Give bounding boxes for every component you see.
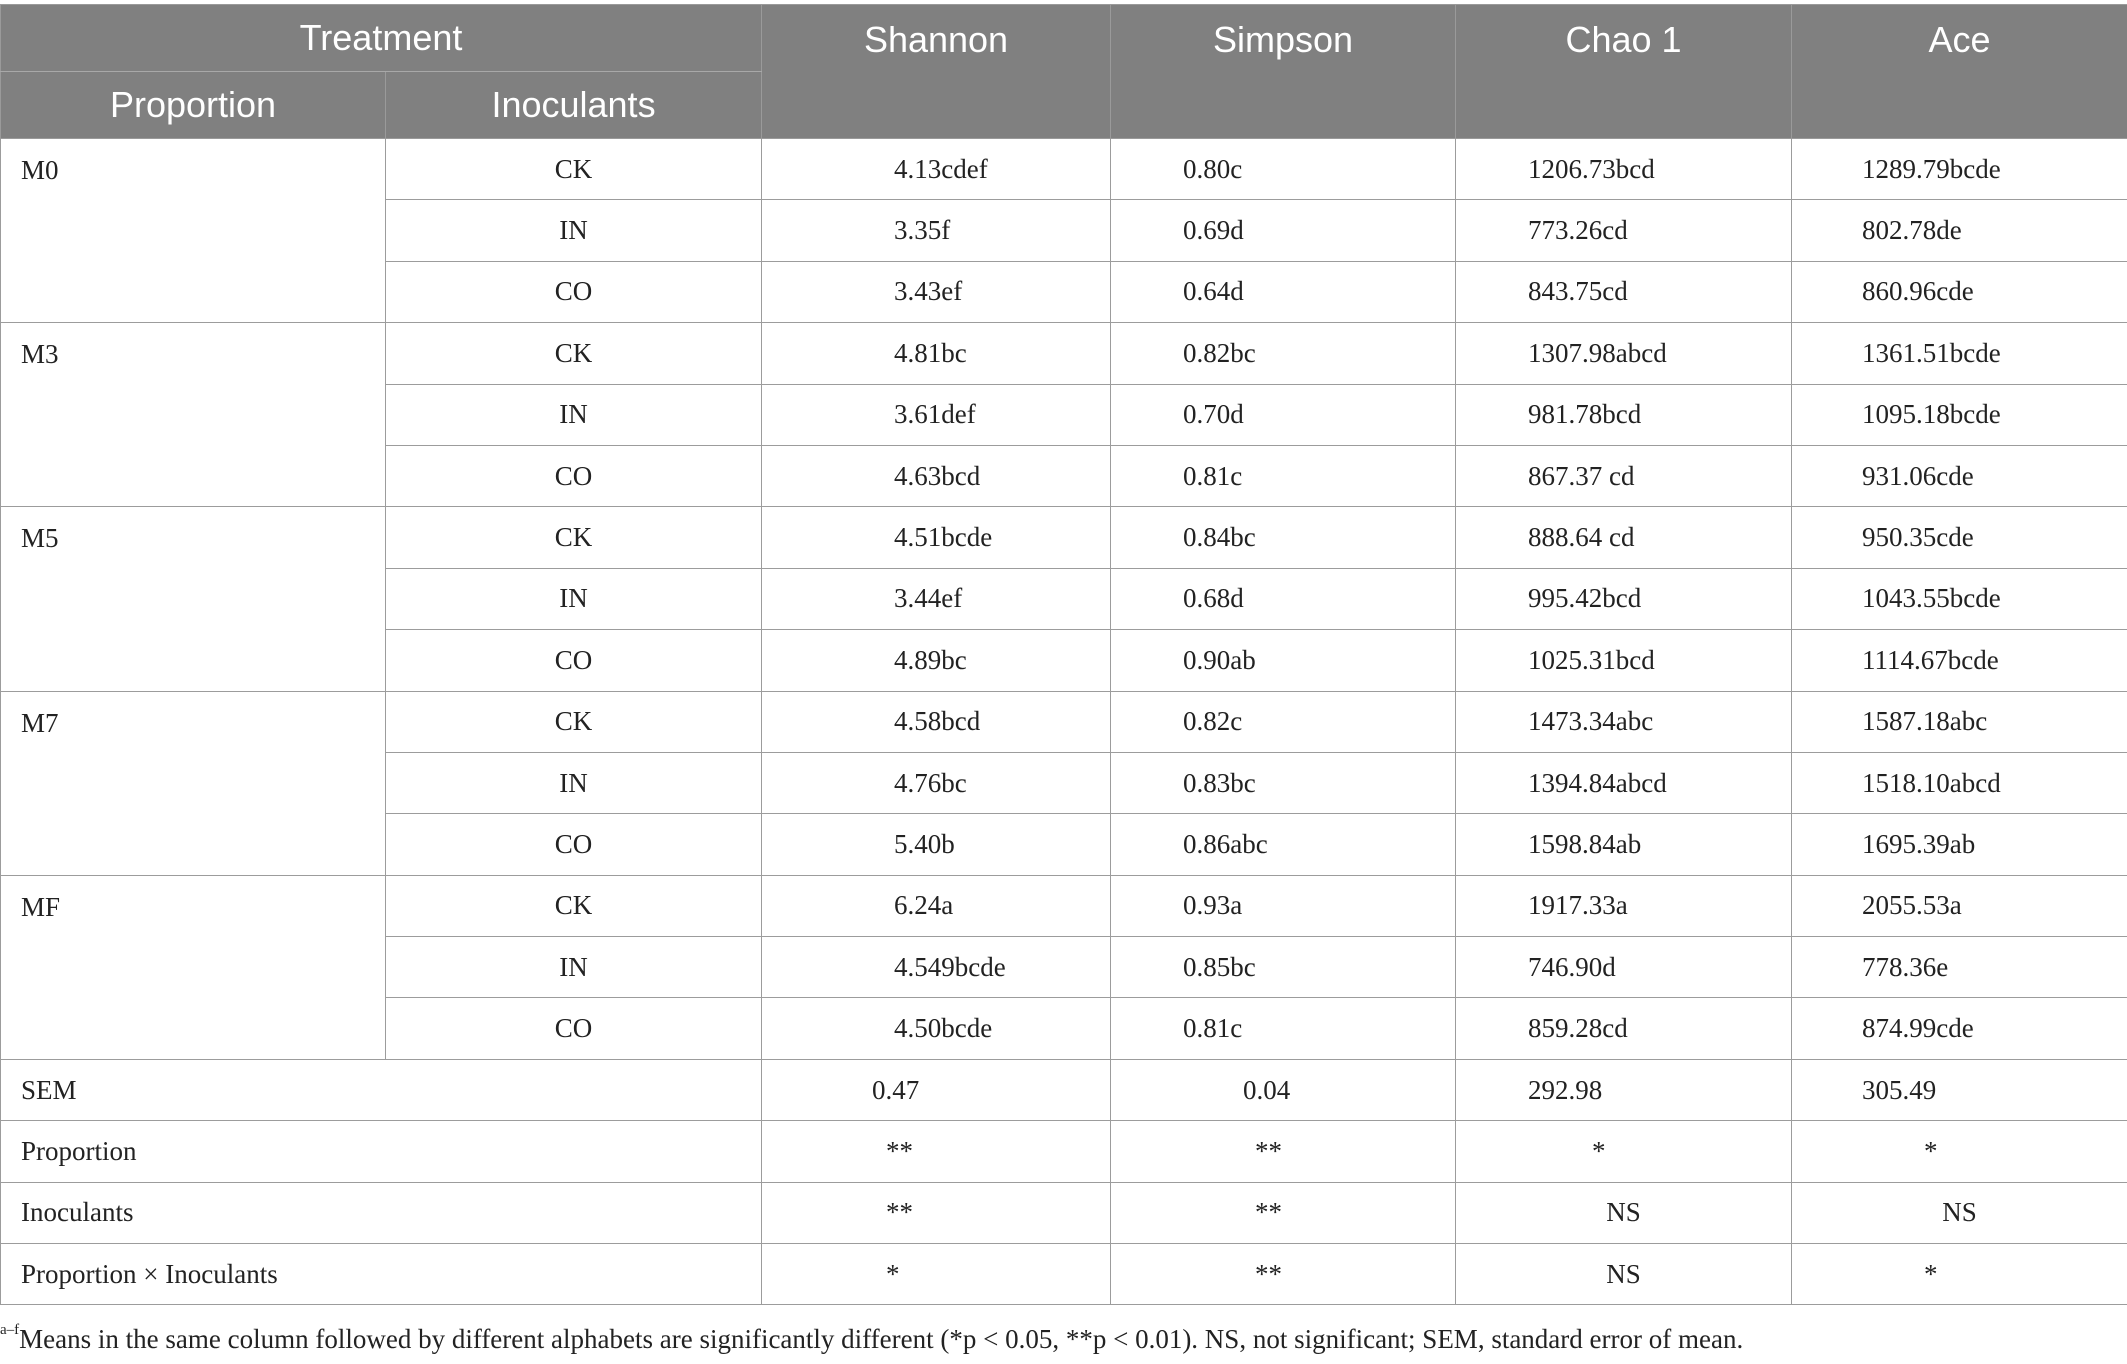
chao1-cell bbox=[1456, 261, 1792, 322]
header-treatment: Treatment bbox=[1, 5, 762, 72]
chao1-cell-text: 867.37 cd bbox=[1528, 460, 1635, 491]
shannon-cell bbox=[762, 937, 1111, 998]
ace-cell bbox=[1792, 507, 2127, 568]
shannon-stat-cell bbox=[762, 1059, 1111, 1120]
chao1-cell bbox=[1456, 752, 1792, 813]
chao1-stat-cell-text: NS bbox=[1606, 1197, 1641, 1228]
chao1-cell bbox=[1456, 507, 1792, 568]
ace-cell-text: 1289.79bcde bbox=[1862, 153, 2001, 184]
shannon-cell-text: 4.50bcde bbox=[894, 1013, 993, 1044]
stat-label: Proportion × Inoculants bbox=[1, 1244, 762, 1305]
diversity-table-container bbox=[0, 4, 2127, 1305]
ace-cell-text: 1587.18abc bbox=[1862, 706, 1988, 737]
inoculant-cell: CO bbox=[386, 998, 762, 1059]
shannon-stat-cell bbox=[762, 1244, 1111, 1305]
ace-cell bbox=[1792, 323, 2127, 384]
shannon-cell bbox=[762, 323, 1111, 384]
simpson-cell bbox=[1111, 691, 1456, 752]
stat-row-proportion bbox=[1, 1121, 2127, 1182]
chao1-cell-text: 1206.73bcd bbox=[1528, 153, 1655, 184]
ace-stat-cell-text: 305.49 bbox=[1862, 1074, 1937, 1105]
simpson-stat-cell-text: ** bbox=[1255, 1258, 1283, 1289]
ace-cell bbox=[1792, 568, 2127, 629]
chao1-cell-text: 1473.34abc bbox=[1528, 706, 1654, 737]
shannon-cell bbox=[762, 691, 1111, 752]
stat-row-sem bbox=[1, 1059, 2127, 1120]
ace-stat-cell-text: * bbox=[1924, 1135, 1938, 1166]
simpson-cell bbox=[1111, 507, 1456, 568]
simpson-cell bbox=[1111, 937, 1456, 998]
inoculant-cell: CK bbox=[386, 323, 762, 384]
simpson-cell-text: 0.81c bbox=[1183, 1013, 1243, 1044]
ace-cell bbox=[1792, 139, 2127, 200]
ace-stat-cell bbox=[1792, 1121, 2127, 1182]
simpson-cell-text: 0.81c bbox=[1183, 460, 1243, 491]
chao1-cell-text: 888.64 cd bbox=[1528, 522, 1635, 553]
inoculant-cell: CO bbox=[386, 630, 762, 691]
ace-stat-cell bbox=[1792, 1244, 2127, 1305]
inoculant-cell: CO bbox=[386, 261, 762, 322]
shannon-cell-text: 4.89bc bbox=[894, 644, 967, 675]
simpson-cell-text: 0.80c bbox=[1183, 153, 1243, 184]
header-chao1: Chao 1 bbox=[1456, 5, 1792, 139]
ace-cell bbox=[1792, 691, 2127, 752]
ace-cell bbox=[1792, 630, 2127, 691]
shannon-cell bbox=[762, 384, 1111, 445]
shannon-cell-text: 4.51bcde bbox=[894, 522, 993, 553]
chao1-cell bbox=[1456, 998, 1792, 1059]
ace-cell bbox=[1792, 937, 2127, 998]
shannon-stat-cell-text: 0.47 bbox=[872, 1074, 920, 1105]
chao1-cell-text: 995.42bcd bbox=[1528, 583, 1642, 614]
simpson-cell bbox=[1111, 568, 1456, 629]
simpson-cell-text: 0.84bc bbox=[1183, 522, 1256, 553]
chao1-cell-text: 1598.84ab bbox=[1528, 828, 1642, 859]
ace-cell bbox=[1792, 875, 2127, 936]
ace-cell bbox=[1792, 261, 2127, 322]
shannon-cell bbox=[762, 630, 1111, 691]
simpson-cell-text: 0.82c bbox=[1183, 706, 1243, 737]
footnote-superscript: a–f bbox=[0, 1322, 20, 1338]
inoculant-cell: CK bbox=[386, 507, 762, 568]
chao1-cell bbox=[1456, 200, 1792, 261]
shannon-cell bbox=[762, 507, 1111, 568]
chao1-cell bbox=[1456, 323, 1792, 384]
inoculant-cell: CK bbox=[386, 875, 762, 936]
stat-row-inoculants bbox=[1, 1182, 2127, 1243]
footnote-text: Means in the same column followed by different alphabets are significantly different (*p < 0.05, **p < 0.01). NS, not significant; SEM, standard error of mean. bbox=[19, 1324, 1744, 1354]
ace-stat-cell bbox=[1792, 1059, 2127, 1120]
ace-cell-text: 778.36e bbox=[1862, 951, 1949, 982]
inoculant-cell: IN bbox=[386, 200, 762, 261]
ace-cell bbox=[1792, 200, 2127, 261]
simpson-cell bbox=[1111, 752, 1456, 813]
shannon-cell-text: 4.63bcd bbox=[894, 460, 981, 491]
simpson-cell bbox=[1111, 384, 1456, 445]
table-row bbox=[1, 139, 2127, 200]
proportion-group-label: MF bbox=[1, 875, 386, 1059]
stat-label: Inoculants bbox=[1, 1182, 762, 1243]
shannon-cell-text: 4.76bc bbox=[894, 767, 967, 798]
simpson-cell-text: 0.93a bbox=[1183, 890, 1243, 921]
chao1-cell bbox=[1456, 875, 1792, 936]
chao1-cell bbox=[1456, 937, 1792, 998]
chao1-cell bbox=[1456, 384, 1792, 445]
chao1-cell-text: 843.75cd bbox=[1528, 276, 1628, 307]
chao1-stat-cell bbox=[1456, 1059, 1792, 1120]
chao1-stat-cell-text: NS bbox=[1606, 1258, 1641, 1289]
inoculant-cell: IN bbox=[386, 384, 762, 445]
shannon-cell bbox=[762, 568, 1111, 629]
ace-cell-text: 1043.55bcde bbox=[1862, 583, 2001, 614]
shannon-cell-text: 3.43ef bbox=[894, 276, 963, 307]
shannon-stat-cell bbox=[762, 1182, 1111, 1243]
simpson-stat-cell bbox=[1111, 1059, 1456, 1120]
proportion-group-label: M3 bbox=[1, 323, 386, 507]
stat-label: Proportion bbox=[1, 1121, 762, 1182]
shannon-stat-cell-text: ** bbox=[886, 1135, 914, 1166]
ace-cell bbox=[1792, 752, 2127, 813]
chao1-cell bbox=[1456, 630, 1792, 691]
shannon-cell bbox=[762, 261, 1111, 322]
table-header bbox=[1, 5, 2127, 139]
simpson-cell-text: 0.64d bbox=[1183, 276, 1244, 307]
table-body bbox=[1, 139, 2127, 1305]
stat-label: SEM bbox=[1, 1059, 762, 1120]
header-shannon: Shannon bbox=[762, 5, 1111, 139]
simpson-cell-text: 0.86abc bbox=[1183, 828, 1268, 859]
ace-cell bbox=[1792, 998, 2127, 1059]
simpson-cell bbox=[1111, 630, 1456, 691]
inoculant-cell: IN bbox=[386, 752, 762, 813]
chao1-cell-text: 1917.33a bbox=[1528, 890, 1628, 921]
diversity-table bbox=[0, 4, 2127, 1305]
chao1-cell-text: 746.90d bbox=[1528, 951, 1616, 982]
simpson-cell bbox=[1111, 261, 1456, 322]
ace-cell-text: 1518.10abcd bbox=[1862, 767, 2001, 798]
shannon-cell-text: 4.81bc bbox=[894, 337, 967, 368]
ace-cell-text: 2055.53a bbox=[1862, 890, 1962, 921]
inoculant-cell: IN bbox=[386, 568, 762, 629]
chao1-stat-cell bbox=[1456, 1182, 1792, 1243]
shannon-stat-cell-text: ** bbox=[886, 1197, 914, 1228]
simpson-cell-text: 0.82bc bbox=[1183, 337, 1256, 368]
shannon-cell-text: 4.549bcde bbox=[894, 951, 1006, 982]
inoculant-cell: CK bbox=[386, 139, 762, 200]
chao1-stat-cell-text: 292.98 bbox=[1528, 1074, 1603, 1105]
simpson-cell bbox=[1111, 323, 1456, 384]
ace-stat-cell-text: NS bbox=[1942, 1197, 1977, 1228]
simpson-stat-cell bbox=[1111, 1244, 1456, 1305]
simpson-cell bbox=[1111, 814, 1456, 875]
chao1-stat-cell bbox=[1456, 1244, 1792, 1305]
chao1-cell bbox=[1456, 568, 1792, 629]
header-simpson: Simpson bbox=[1111, 5, 1456, 139]
ace-cell-text: 1361.51bcde bbox=[1862, 337, 2001, 368]
simpson-stat-cell-text: 0.04 bbox=[1243, 1074, 1291, 1105]
chao1-cell-text: 859.28cd bbox=[1528, 1013, 1628, 1044]
simpson-stat-cell-text: ** bbox=[1255, 1135, 1283, 1166]
header-inoculants: Inoculants bbox=[386, 72, 762, 139]
proportion-group-label: M5 bbox=[1, 507, 386, 691]
shannon-cell bbox=[762, 998, 1111, 1059]
ace-cell-text: 874.99cde bbox=[1862, 1013, 1974, 1044]
ace-cell-text: 950.35cde bbox=[1862, 522, 1974, 553]
simpson-cell bbox=[1111, 875, 1456, 936]
shannon-cell bbox=[762, 139, 1111, 200]
proportion-group-label: M0 bbox=[1, 139, 386, 323]
chao1-cell bbox=[1456, 691, 1792, 752]
shannon-cell bbox=[762, 814, 1111, 875]
simpson-cell-text: 0.69d bbox=[1183, 215, 1244, 246]
stat-row-interaction bbox=[1, 1244, 2127, 1305]
ace-cell bbox=[1792, 445, 2127, 506]
simpson-stat-cell-text: ** bbox=[1255, 1197, 1283, 1228]
ace-cell-text: 802.78de bbox=[1862, 215, 1962, 246]
header-proportion: Proportion bbox=[1, 72, 386, 139]
chao1-stat-cell-text: * bbox=[1592, 1135, 1606, 1166]
ace-cell bbox=[1792, 814, 2127, 875]
header-ace: Ace bbox=[1792, 5, 2127, 139]
ace-stat-cell-text: * bbox=[1924, 1258, 1938, 1289]
ace-cell-text: 1114.67bcde bbox=[1862, 644, 1999, 675]
shannon-cell-text: 4.58bcd bbox=[894, 706, 981, 737]
simpson-cell bbox=[1111, 200, 1456, 261]
ace-cell-text: 931.06cde bbox=[1862, 460, 1974, 491]
inoculant-cell: IN bbox=[386, 937, 762, 998]
shannon-cell-text: 4.13cdef bbox=[894, 153, 988, 184]
shannon-cell bbox=[762, 875, 1111, 936]
ace-cell-text: 1095.18bcde bbox=[1862, 399, 2001, 430]
shannon-cell-text: 5.40b bbox=[894, 828, 955, 859]
chao1-cell-text: 981.78bcd bbox=[1528, 399, 1642, 430]
simpson-cell bbox=[1111, 445, 1456, 506]
table-row bbox=[1, 875, 2127, 936]
inoculant-cell: CO bbox=[386, 445, 762, 506]
ace-cell bbox=[1792, 384, 2127, 445]
simpson-cell bbox=[1111, 139, 1456, 200]
chao1-cell bbox=[1456, 814, 1792, 875]
simpson-cell-text: 0.85bc bbox=[1183, 951, 1256, 982]
table-row bbox=[1, 507, 2127, 568]
chao1-cell-text: 1394.84abcd bbox=[1528, 767, 1667, 798]
simpson-cell bbox=[1111, 998, 1456, 1059]
table-footnote bbox=[0, 1324, 1743, 1355]
inoculant-cell: CO bbox=[386, 814, 762, 875]
inoculant-cell: CK bbox=[386, 691, 762, 752]
chao1-cell-text: 1025.31bcd bbox=[1528, 644, 1655, 675]
ace-cell-text: 860.96cde bbox=[1862, 276, 1974, 307]
shannon-cell bbox=[762, 445, 1111, 506]
chao1-stat-cell bbox=[1456, 1121, 1792, 1182]
shannon-stat-cell-text: * bbox=[886, 1258, 900, 1289]
proportion-group-label: M7 bbox=[1, 691, 386, 875]
shannon-stat-cell bbox=[762, 1121, 1111, 1182]
simpson-cell-text: 0.83bc bbox=[1183, 767, 1256, 798]
shannon-cell-text: 3.61def bbox=[894, 399, 976, 430]
table-row bbox=[1, 691, 2127, 752]
shannon-cell-text: 6.24a bbox=[894, 890, 954, 921]
chao1-cell bbox=[1456, 139, 1792, 200]
shannon-cell-text: 3.35f bbox=[894, 215, 951, 246]
chao1-cell bbox=[1456, 445, 1792, 506]
ace-cell-text: 1695.39ab bbox=[1862, 828, 1976, 859]
ace-stat-cell bbox=[1792, 1182, 2127, 1243]
simpson-cell-text: 0.90ab bbox=[1183, 644, 1256, 675]
simpson-cell-text: 0.68d bbox=[1183, 583, 1244, 614]
simpson-stat-cell bbox=[1111, 1121, 1456, 1182]
chao1-cell-text: 1307.98abcd bbox=[1528, 337, 1667, 368]
shannon-cell bbox=[762, 200, 1111, 261]
simpson-cell-text: 0.70d bbox=[1183, 399, 1244, 430]
chao1-cell-text: 773.26cd bbox=[1528, 215, 1628, 246]
simpson-stat-cell bbox=[1111, 1182, 1456, 1243]
shannon-cell-text: 3.44ef bbox=[894, 583, 963, 614]
shannon-cell bbox=[762, 752, 1111, 813]
table-row bbox=[1, 323, 2127, 384]
